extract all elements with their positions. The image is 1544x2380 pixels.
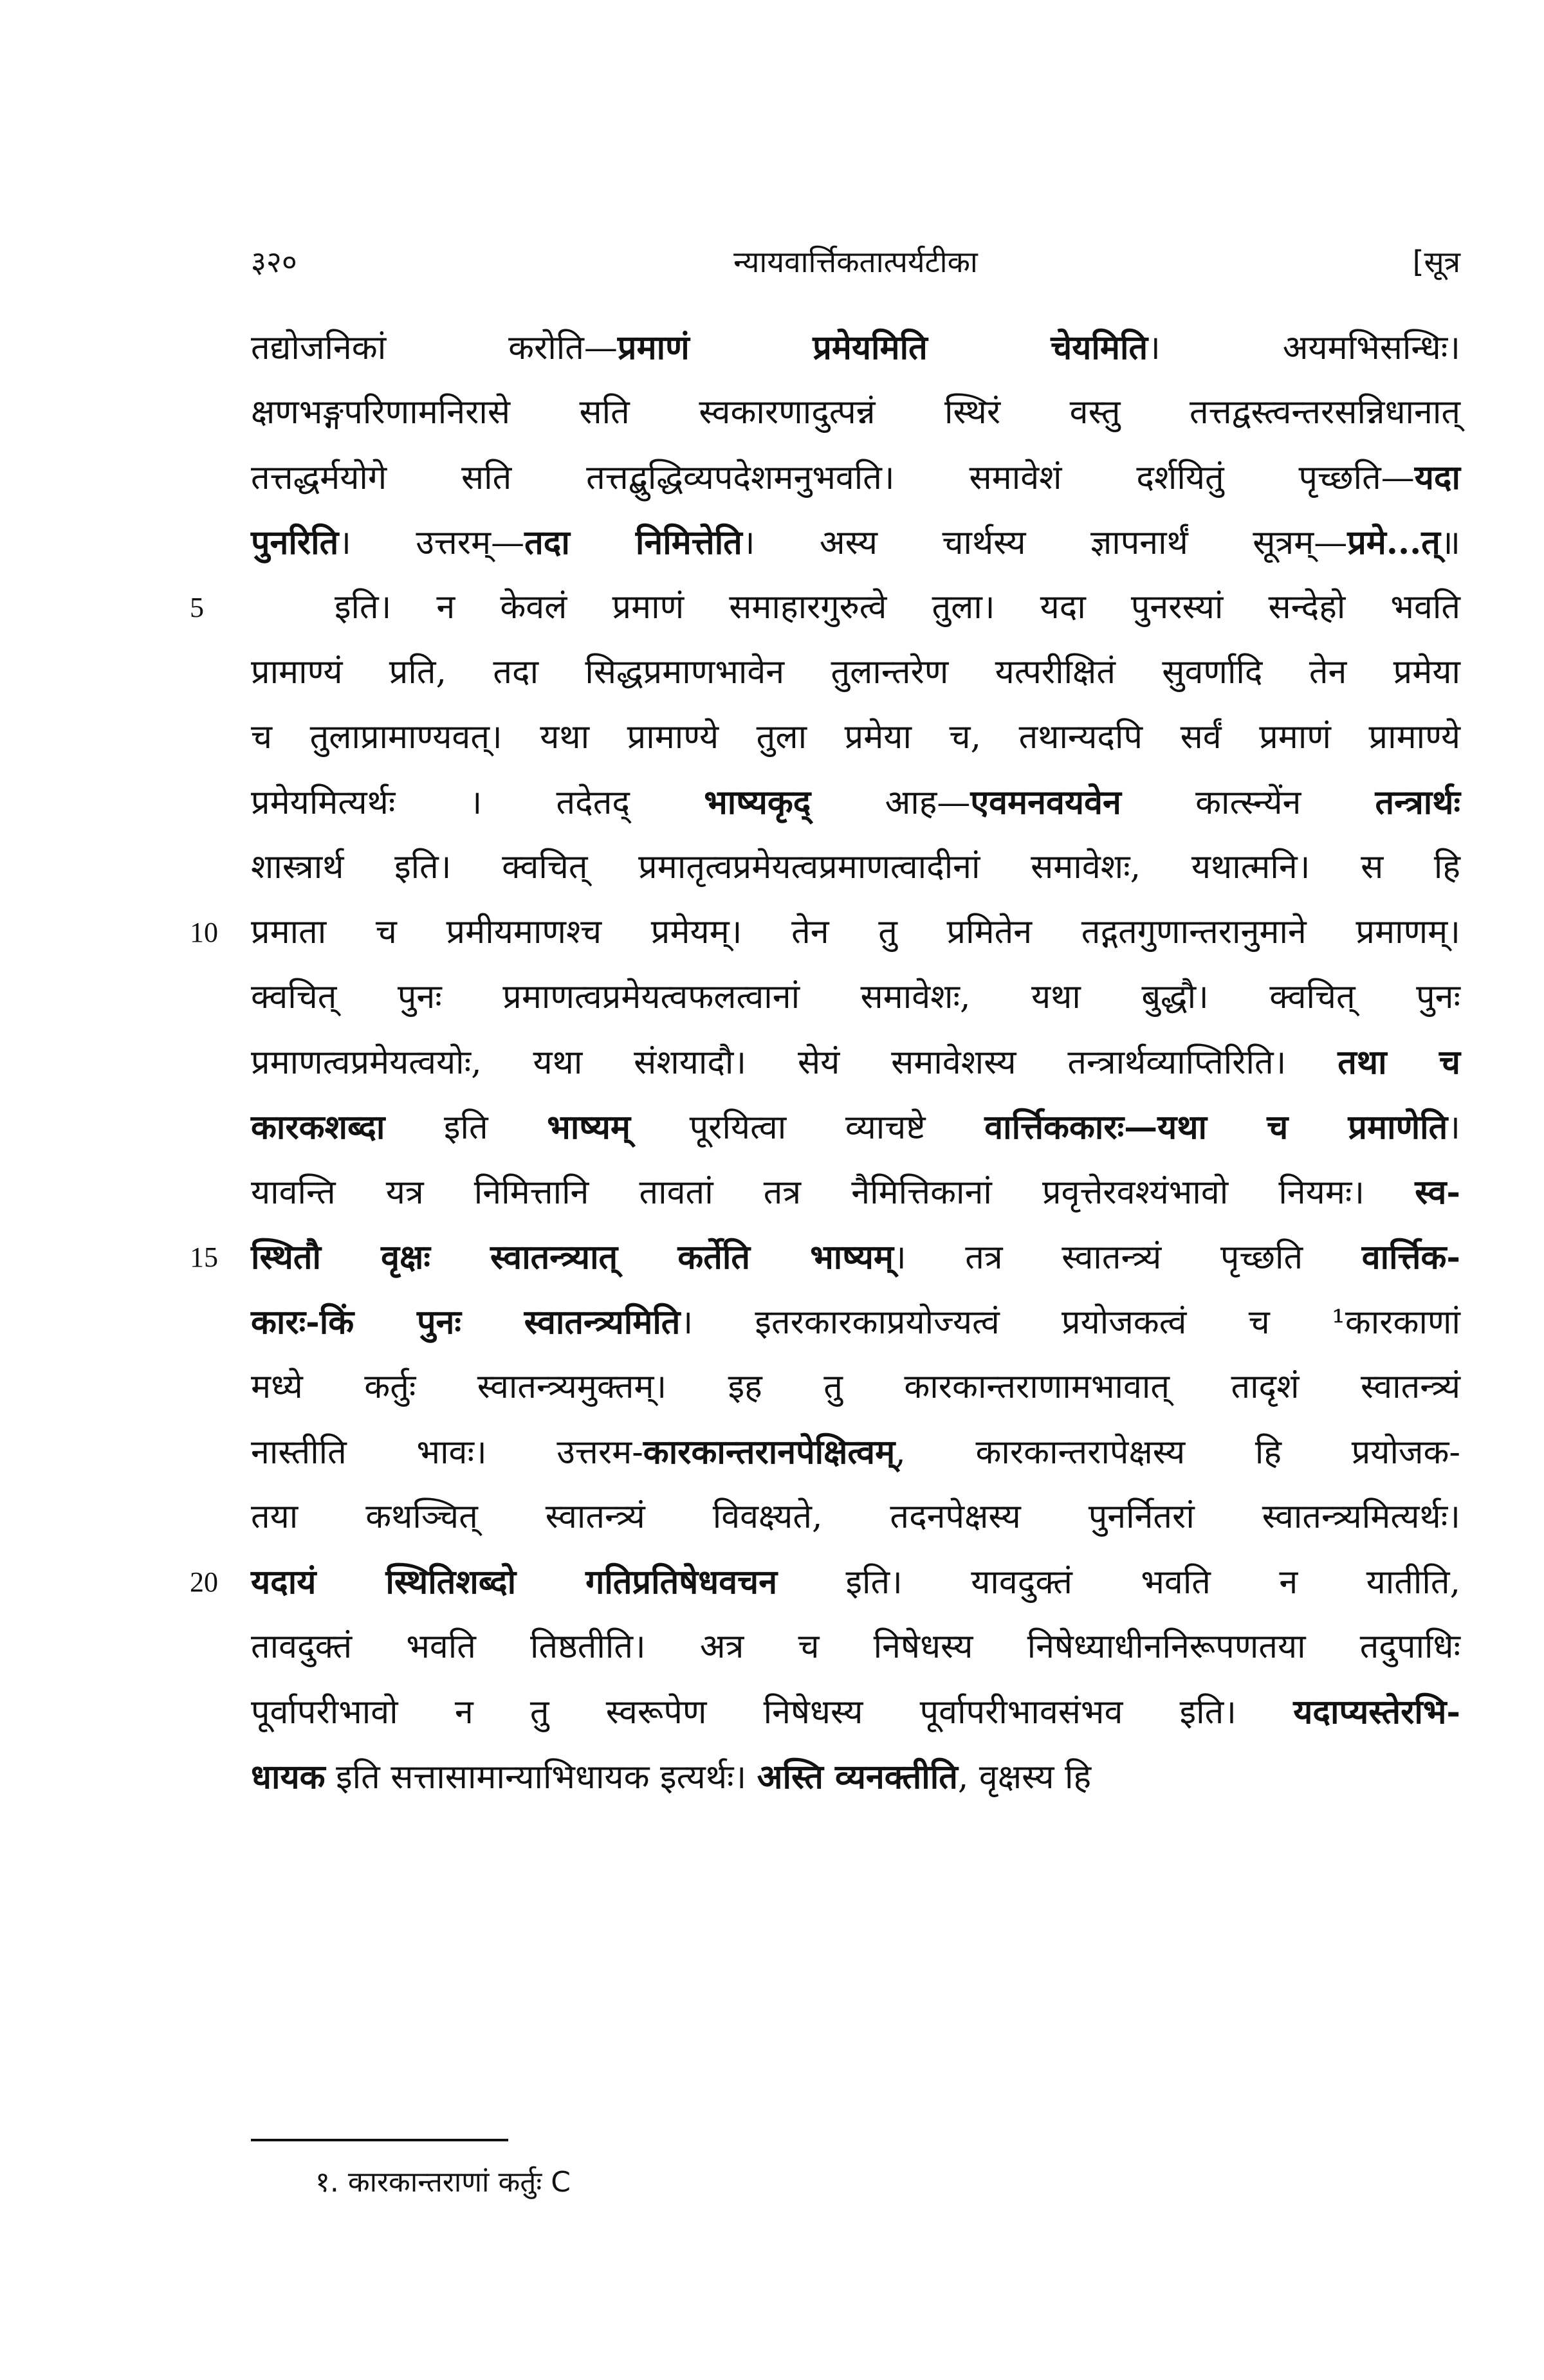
line-number: 20 xyxy=(190,1566,218,1598)
bold-text: एवमनवयवेन xyxy=(970,783,1121,822)
text-segment: तया कथञ्चित् स्वातन्त्र्यं विवक्ष्यते, तदनपेक्षस्य पुनर्नितरां स्वातन्त्र्यमित्यर्थः। xyxy=(251,1497,1460,1536)
page-number: ३२० xyxy=(251,244,297,279)
text-segment: प्रमेयमित्यर्थः । तदेतद् xyxy=(251,783,704,822)
line-number: 15 xyxy=(190,1241,218,1273)
text-line xyxy=(251,1095,1460,1160)
text-segment: पूर्वापरीभावो न तु स्वरूपेण निषेधस्य पूर्वापरीभावसंभव इति। xyxy=(251,1693,1294,1732)
text-segment: मध्ये कर्तुः स्वातन्त्र्यमुक्तम्। इह तु कारकान्तराणामभावात् तादृशं स्वातन्त्र्यं xyxy=(251,1368,1460,1406)
text-line xyxy=(251,1420,1460,1485)
bold-text: यदाप्यस्तेरभि- xyxy=(1293,1692,1460,1732)
text-line xyxy=(251,1615,1460,1680)
text-line xyxy=(251,1680,1460,1744)
line-number: 10 xyxy=(190,917,218,948)
text-line xyxy=(251,1030,1460,1095)
text-line xyxy=(251,1744,1460,1809)
text-segment: क्वचित् पुनः प्रमाणत्वप्रमेयत्वफलत्वानां समावेशः, यथा बुद्धौ। क्वचित् पुनः xyxy=(251,978,1460,1016)
text-line xyxy=(251,1290,1460,1355)
bold-text: वार्त्तिककारः—यथा च प्रमाणेति xyxy=(984,1108,1448,1147)
bold-text: प्रमाणं प्रमेयमिति चेयमिति xyxy=(617,328,1148,367)
text-segment: तावदुक्तं भवति तिष्ठतीति। अत्र च निषेधस्य निषेध्याधीननिरूपणतया तदुपाधिः xyxy=(251,1627,1460,1666)
text-segment: यावन्ति यत्र निमित्तानि तावतां तत्र नैमित्तिकानां प्रवृत्तेरवश्यंभावो नियमः। xyxy=(251,1173,1415,1212)
text-line xyxy=(251,835,1460,900)
bold-text: तदा निमित्तेति xyxy=(524,523,742,562)
text-line xyxy=(251,1160,1460,1225)
text-line xyxy=(251,510,1460,575)
text-segment: , वृक्षस्य हि xyxy=(957,1758,1092,1797)
text-line xyxy=(190,1225,1460,1290)
text-segment: क्षणभङ्गपरिणामनिरासे सति स्वकारणादुत्पन्नं स्थिरं वस्तु तत्तद्वस्त्वन्तरसन्निधानात् xyxy=(251,393,1460,432)
text-segment: शास्त्रार्थ इति। क्वचित् प्रमातृत्वप्रमेयत्वप्रमाणत्वादीनां समावेशः, यथात्मनि। स हि xyxy=(251,848,1460,886)
text-line xyxy=(251,1485,1460,1550)
section-label: [सूत्र xyxy=(1412,244,1460,279)
text-segment: । तत्र स्वातन्त्र्यं पृच्छति xyxy=(893,1238,1362,1277)
bold-text: भाष्यकृद् xyxy=(704,783,811,822)
text-line xyxy=(251,705,1460,770)
text-line xyxy=(251,315,1460,380)
text-segment: इति। यावदुक्तं भवति न यातीति, xyxy=(777,1563,1461,1602)
text-line xyxy=(190,900,1460,965)
text-segment: च तुलाप्रामाण्यवत्। यथा प्रामाण्ये तुला प्रमेया च, तथान्यदपि सर्वं प्रमाणं प्रामाण्ये xyxy=(251,718,1460,756)
text-segment: तद्योजनिकां करोति— xyxy=(251,329,618,367)
text-segment: , कारकान्तरापेक्षस्य हि प्रयोजक- xyxy=(895,1433,1461,1472)
text-line xyxy=(251,640,1460,705)
bold-text: कारकशब्दा xyxy=(251,1108,385,1147)
footnote-rule xyxy=(251,2139,508,2141)
text-segment: इति। न केवलं प्रमाणं समाहारगुरुत्वे तुला। यदा पुनरस्यां सन्देहो भवति xyxy=(335,588,1460,627)
line-number: 5 xyxy=(190,592,204,623)
bold-text: पुनरिति xyxy=(251,523,339,562)
text-segment: आह— xyxy=(811,783,971,822)
text-segment: ॥ xyxy=(1440,524,1461,562)
text-segment: । उत्तरम्— xyxy=(338,524,525,562)
bold-text: प्रमे...त् xyxy=(1347,523,1440,562)
text-segment: । इतरकारकाप्रयोज्यत्वं प्रयोजकत्वं च ¹कारकाणां xyxy=(680,1303,1460,1342)
bold-text: धायक xyxy=(251,1757,326,1797)
bold-text: स्व- xyxy=(1415,1173,1460,1212)
main-text xyxy=(190,315,1461,1809)
bold-text: स्थितौ वृक्षः स्वातन्त्र्यात् कर्तेति भाष्यम् xyxy=(251,1238,894,1277)
text-segment: नास्तीति भावः। उत्तरम- xyxy=(251,1433,643,1472)
text-segment: पूरयित्वा व्याचष्टे xyxy=(630,1108,985,1147)
text-line xyxy=(251,770,1460,835)
text-segment: प्रमाता च प्रमीयमाणश्च प्रमेयम्। तेन तु प्रमितेन तद्गतगुणान्तरानुमाने प्रमाणम्। xyxy=(251,913,1460,951)
bold-text: तथा च xyxy=(1337,1043,1460,1082)
text-segment: । xyxy=(1448,1108,1460,1147)
text-segment: तत्तद्धर्मयोगे सति तत्तद्बुद्धिव्यपदेशमनुभवति। समावेशं दर्शयितुं पृच्छति— xyxy=(251,459,1415,497)
text-line xyxy=(251,445,1460,510)
page-header xyxy=(251,241,1460,293)
text-segment: कात्स्न्येंन xyxy=(1121,783,1375,822)
text-line xyxy=(251,380,1460,445)
bold-text: कारकान्तरानपेक्षित्वम् xyxy=(643,1433,896,1472)
text-segment: प्रामाण्यं प्रति, तदा सिद्धप्रमाणभावेन तुलान्तरेण यत्परीक्षितं सुवर्णादि तेन प्रमेया xyxy=(251,653,1460,691)
text-line xyxy=(251,1355,1460,1420)
text-line xyxy=(251,965,1460,1030)
text-segment: । अस्य चार्थस्य ज्ञापनार्थं सूत्रम्— xyxy=(742,524,1348,562)
bold-text: यदायं स्थितिशब्दो गतिप्रतिषेधवचन xyxy=(251,1562,778,1602)
bold-text: अस्ति व्यनक्तीति xyxy=(757,1757,958,1797)
text-line xyxy=(190,575,1460,640)
bold-text: यदा xyxy=(1414,458,1460,497)
text-line xyxy=(190,1550,1461,1615)
text-segment: प्रमाणत्वप्रमेयत्वयोः, यथा संशयादौ। सेयं समावेशस्य तन्त्रार्थव्याप्तिरिति। xyxy=(251,1043,1338,1082)
text-segment: इति xyxy=(385,1108,547,1147)
running-title: न्यायवार्त्तिकतात्पर्यटीका xyxy=(733,244,978,279)
text-segment: । अयमभिसन्धिः। xyxy=(1148,329,1460,367)
bold-text: भाष्यम् xyxy=(547,1108,631,1147)
footnote: १. कारकान्तराणां कर्तुः C xyxy=(315,2166,571,2199)
bold-text: कारः-किं पुनः स्वातन्त्र्यमिति xyxy=(251,1303,681,1342)
text-segment: इति सत्तासामान्याभिधायक इत्यर्थः। xyxy=(325,1758,757,1797)
bold-text: तन्त्रार्थः xyxy=(1375,783,1460,822)
bold-text: वार्त्तिक- xyxy=(1361,1238,1460,1277)
